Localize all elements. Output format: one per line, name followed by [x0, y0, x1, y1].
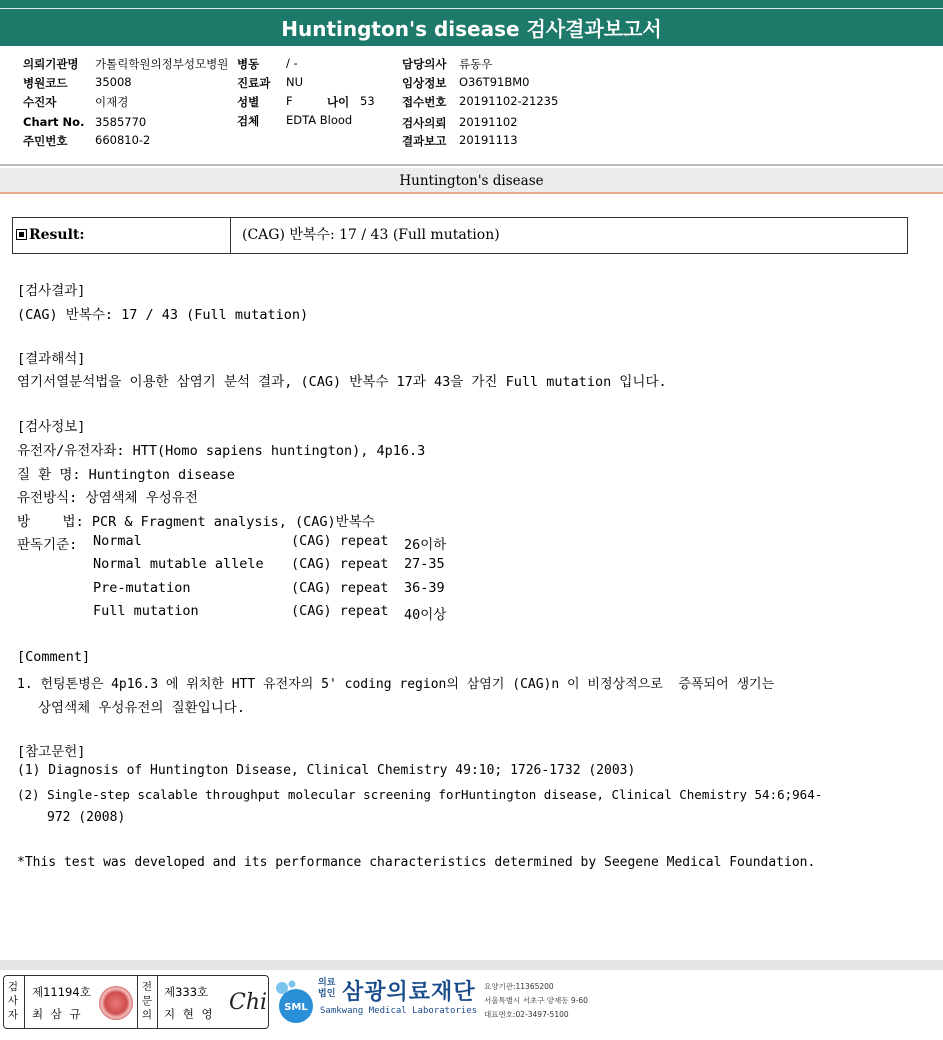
references-heading: [참고문헌] — [17, 744, 86, 760]
info-label: 진료과 — [237, 76, 271, 90]
footnote: *This test was developed and its performance characteristics determined by Seegene Medical Foundation. — [17, 855, 816, 870]
info-label: 검사의뢰 — [402, 116, 447, 130]
divider — [24, 976, 25, 1028]
result-value: (CAG) 반복수: 17 / 43 (Full mutation) — [242, 227, 500, 243]
vertical-char: 문 — [141, 995, 153, 1007]
result-summary-box — [12, 217, 908, 254]
specialist-license-no: 제333호 — [164, 985, 209, 999]
checkbox-square-icon — [16, 229, 27, 240]
contact-line: 대표번호:02-3497-5100 — [484, 1010, 569, 1019]
info-value: NU — [286, 75, 304, 89]
info-value: 이재경 — [95, 95, 129, 109]
footer-divider — [0, 960, 943, 970]
lab-contact-info — [484, 980, 588, 1022]
criteria-name: Full mutation — [93, 603, 199, 619]
signature-icon: Chi — [229, 990, 268, 1015]
vertical-char: 의 — [141, 1009, 153, 1021]
contact-line: 서울특별시 서초구 양재동 9-60 — [484, 996, 588, 1005]
criteria-repeat: (CAG) repeat — [291, 603, 389, 619]
interpretation-line: 염기서열분석법을 이용한 삼염기 분석 결과, (CAG) 반복수 17과 43을 가진 Full mutation 입니다. — [17, 374, 667, 390]
logo-main-text: 삼광의료재단 — [342, 980, 476, 1005]
vertical-char: 전 — [141, 981, 153, 993]
info-label: 결과보고 — [402, 134, 447, 148]
criteria-repeat: (CAG) repeat — [291, 580, 389, 596]
test-info-heading: [검사정보] — [17, 419, 86, 435]
info-value: O36T91BM0 — [459, 75, 530, 89]
method-line: 방 법: PCR & Fragment analysis, (CAG)반복수 — [17, 514, 375, 530]
vertical-char: 사 — [7, 995, 19, 1007]
section-subtitle — [0, 168, 943, 194]
report-title-bar — [0, 0, 943, 46]
comment-line-1: 1. 헌팅톤병은 4p16.3 에 위치한 HTT 유전자의 5' coding region의 삼염기 (CAG)n 이 비정상적으로 증폭되어 생기는 — [17, 677, 775, 692]
info-value: 20191102-21235 — [459, 94, 559, 108]
reference-2-cont: 972 (2008) — [47, 810, 126, 825]
info-value: 660810-2 — [95, 133, 151, 147]
report-title: Huntington's disease 검사결과보고서 — [281, 17, 662, 41]
test-result-heading: [검사결과] — [17, 283, 86, 299]
criteria-range: 40이상 — [404, 607, 447, 623]
info-label: 병원코드 — [23, 76, 68, 90]
criteria-range: 26이하 — [404, 537, 447, 553]
sml-logo-icon — [272, 978, 316, 1024]
criteria-repeat: (CAG) repeat — [291, 556, 389, 572]
comment-line-2: 상염색체 우성유전의 질환입니다. — [38, 700, 245, 716]
criteria-range: 27-35 — [404, 556, 445, 572]
vertical-char: 자 — [7, 1009, 19, 1021]
specialist-name: 지 현 영 — [164, 1007, 215, 1021]
logo-small-line: 의료 — [318, 978, 336, 988]
info-label: 접수번호 — [402, 95, 447, 109]
info-value: EDTA Blood — [286, 113, 353, 127]
disease-line: 질 환 명: Huntington disease — [17, 467, 235, 483]
patient-info-panel — [0, 46, 943, 166]
info-value: F — [286, 94, 293, 108]
comment-heading: [Comment] — [17, 649, 91, 665]
logo-english-text: Samkwang Medical Laboratories — [320, 1006, 478, 1016]
info-label: 의뢰기관명 — [23, 57, 79, 71]
info-value: 20191102 — [459, 115, 518, 129]
logo-small-line: 법인 — [318, 989, 336, 999]
info-label: 병동 — [237, 57, 260, 71]
info-label: 담당의사 — [402, 57, 447, 71]
info-value: / - — [286, 56, 298, 70]
specialist-vertical-label — [138, 980, 156, 1022]
gene-line: 유전자/유전자좌: HTT(Homo sapiens huntington), 4p16.3 — [17, 443, 426, 459]
criteria-range: 36-39 — [404, 580, 445, 596]
reference-2: (2) Single-step scalable throughput molecular screening forHuntington disease, Clinical Chemistry 54:6;964- — [17, 787, 823, 802]
criteria-label: 판독기준: — [17, 537, 78, 553]
info-label: 나이 — [327, 95, 350, 109]
criteria-name: Pre-mutation — [93, 580, 191, 596]
result-label: Result: — [29, 227, 85, 243]
divider — [157, 976, 158, 1028]
vertical-char: 검 — [7, 981, 19, 993]
contact-line: 요양기관:11365200 — [484, 982, 554, 991]
criteria-name: Normal mutable allele — [93, 556, 264, 572]
signature-stamp-box — [3, 975, 269, 1029]
info-label: 임상정보 — [402, 76, 447, 90]
info-value: 류동우 — [459, 57, 493, 71]
subtitle-text: Huntington's disease — [399, 173, 544, 189]
criteria-name: Normal — [93, 533, 142, 549]
official-seal-icon — [99, 986, 133, 1020]
inheritance-line: 유전방식: 상염색체 우성유전 — [17, 490, 198, 506]
logo-badge: SML — [284, 1002, 308, 1013]
logo-small-text — [318, 978, 338, 1000]
info-value: 53 — [360, 94, 375, 108]
inspector-name: 최 삼 규 — [32, 1007, 83, 1021]
info-label: 수진자 — [23, 95, 57, 109]
info-value: 20191113 — [459, 133, 518, 147]
reference-1: (1) Diagnosis of Huntington Disease, Clinical Chemistry 49:10; 1726-1732 (2003) — [17, 763, 636, 778]
info-label: Chart No. — [23, 115, 85, 129]
info-value: 35008 — [95, 75, 132, 89]
lab-logo — [272, 975, 602, 1029]
inspector-vertical-label — [4, 980, 22, 1022]
info-value: 3585770 — [95, 115, 147, 129]
title-rule — [0, 8, 943, 9]
interpretation-heading: [결과해석] — [17, 351, 86, 367]
info-label: 주민번호 — [23, 134, 68, 148]
test-result-line: (CAG) 반복수: 17 / 43 (Full mutation) — [17, 307, 309, 323]
info-label: 검체 — [237, 114, 260, 128]
criteria-repeat: (CAG) repeat — [291, 533, 389, 549]
result-value-cell — [231, 218, 907, 253]
info-value: 가톨릭학원의정부성모병원 — [95, 57, 229, 71]
info-label: 성별 — [237, 95, 260, 109]
inspector-license-no: 제11194호 — [32, 985, 91, 999]
result-label-cell — [13, 218, 231, 253]
